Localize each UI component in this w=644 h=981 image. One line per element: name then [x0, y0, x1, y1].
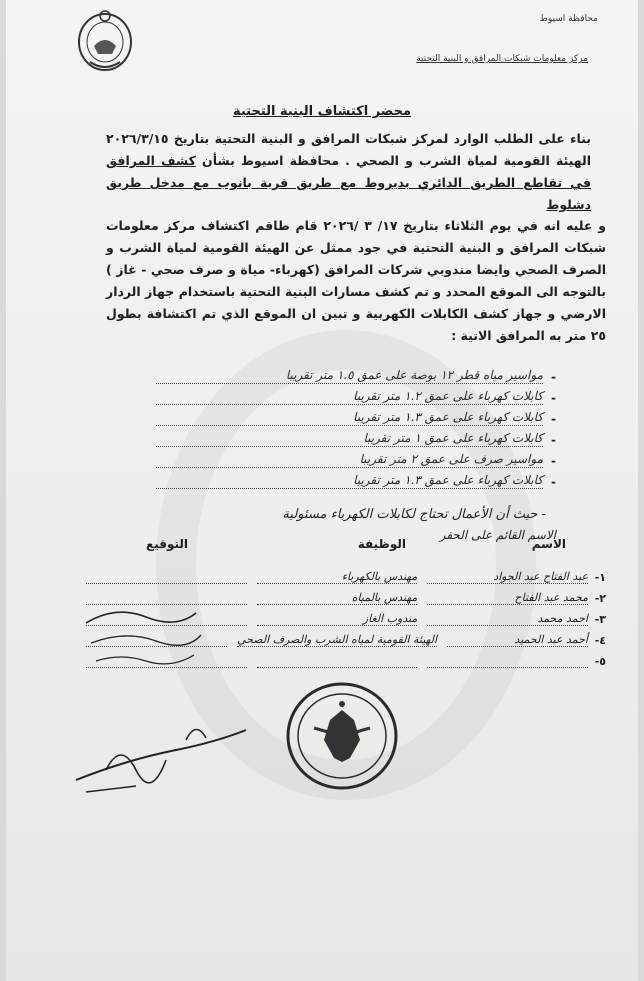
table-row: ٥- — [76, 647, 606, 668]
column-signature: التوقيع — [146, 537, 188, 551]
header-center: مركز معلومات شبكات المرافق و البنية التحتية — [416, 54, 588, 64]
handwritten-signature-icon — [66, 700, 256, 800]
document-page — [6, 0, 638, 981]
paragraph-request — [106, 128, 591, 216]
signatures-header — [146, 537, 566, 557]
column-name: الاسم — [531, 537, 566, 551]
list-item: - مواسير صرف على عمق ٢ متر تقريبا — [156, 447, 556, 468]
list-item: - كابلات كهرباء على عمق ١.٣ متر تقريبا — [156, 468, 556, 489]
findings-list — [156, 363, 556, 489]
document-title: محضر اكتشاف البنية التحتية — [232, 104, 412, 119]
list-item: - كابلات كهرباء على عمق ١ متر تقريبا — [156, 426, 556, 447]
header-governorate: محافظة اسيوط — [539, 14, 598, 24]
paragraph-findings-intro: و عليه انه في يوم الثلاثاء بتاريخ ١٧/ ٣ /٢٠٢٦ قام طاقم اكتشاف مركز معلومات شبكات المرافق و البنية التحتية في جود ممثل عن الهيئة القومية لمياة الشرب و الصرف الصحي وايضا مندوبي شركات المرافق (كهرباء- مياة و صرف صحي - غاز ) بالتوجه الى الموقع المحدد و تم كشف مسارات البنية التحتية باستخدام جهاز الردار الارضي و جهاز كشف الكابلات الكهربية و تبين ان الموقع الذي تم اكتشافة بطول ٢٥ متر به المرافق الاتية : — [106, 218, 606, 343]
official-stamp-icon — [284, 680, 400, 792]
handwritten-note-2: الاسم القائم على الحفر — [439, 528, 556, 542]
governorate-seal-icon — [76, 6, 134, 74]
list-item: - كابلات كهرباء على عمق ١.٢ متر تقريبا — [156, 384, 556, 405]
request-subject: كشف المرافق في تقاطع الطريق الدائري بديروط مع طريق قرية بانوب مع مدخل طريق دشلوط — [106, 153, 591, 212]
list-item: - كابلات كهرباء على عمق ١.٣ متر تقريبا — [156, 405, 556, 426]
list-item: - مواسير مياه قطر ١٢ بوصة على عمق ١.٥ متر تقريبا — [156, 363, 556, 384]
handwritten-note: - حيث أن الأعمال تحتاج لكابلات الكهرباء مسئولية — [282, 507, 546, 522]
table-row: ٢- محمد عبد الفتاح مهندس بالمياه — [76, 584, 606, 605]
signature-scribble-icon — [76, 595, 206, 675]
table-row: ١- عبد الفتاح عبد الجواد مهندس بالكهرباء — [76, 563, 606, 584]
request-text: بناء على الطلب الوارد لمركز شبكات المرافق و البنية التحتية بتاريخ ٢٠٢٦/٣/١٥ الهيئة القومية لمياة الشرب و الصحي . محافظة اسيوط بشأن — [106, 131, 591, 168]
table-row: ٤- أحمد عبد الحميد الهيئة القومية لمياه الشرب والصرف الصحي — [76, 626, 606, 647]
signature-cell — [86, 583, 247, 584]
column-job: الوظيفة — [357, 537, 406, 551]
table-row: ٣- احمد محمد مندوب الغاز — [76, 605, 606, 626]
